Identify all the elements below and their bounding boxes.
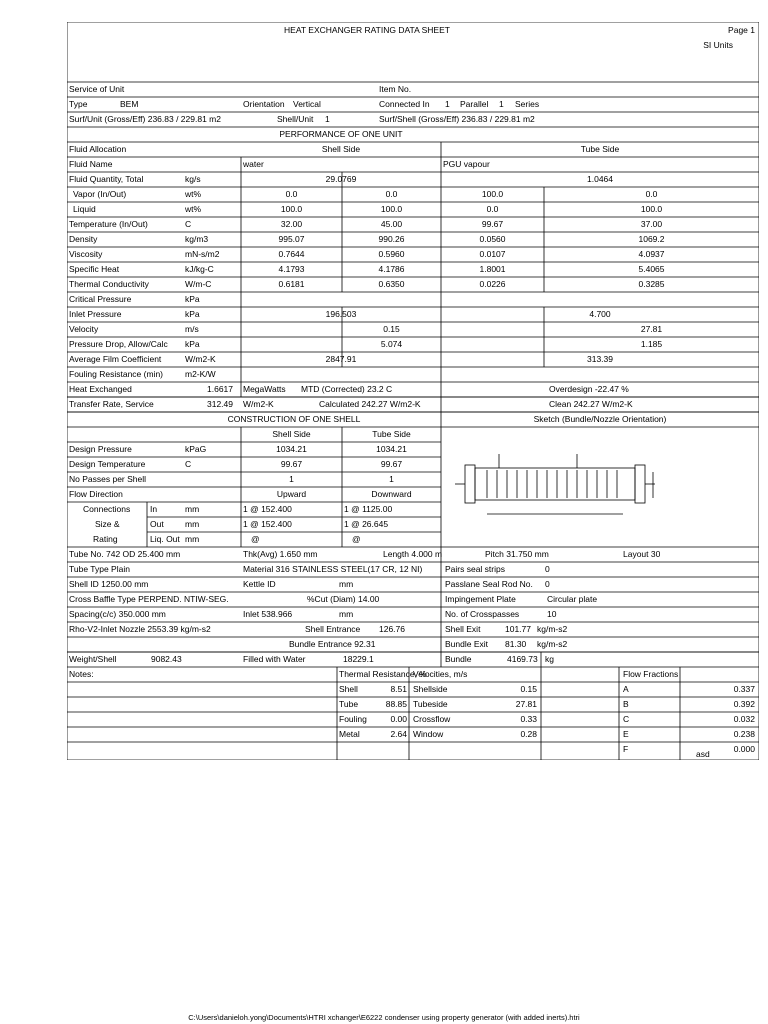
- frac-value: 0.337: [733, 684, 755, 694]
- liquid-tube-out: 100.0: [640, 204, 663, 214]
- bundle-entrance: Bundle Entrance 92.31: [289, 639, 376, 649]
- bundle-value: 4169.73: [507, 654, 538, 664]
- sketch-title: Sketch (Bundle/Nozzle Orientation): [533, 414, 667, 424]
- construction-title: CONSTRUCTION OF ONE SHELL: [227, 414, 361, 424]
- performance-title: PERFORMANCE OF ONE UNIT: [279, 129, 403, 139]
- data-sheet: [67, 22, 759, 760]
- liquid-unit: wt%: [185, 204, 202, 214]
- qty-unit: kg/s: [185, 174, 201, 184]
- type-value: BEM: [120, 99, 139, 109]
- transfer-unit: W/m2-K: [243, 399, 274, 409]
- foul-label: Fouling Resistance (min): [69, 369, 164, 379]
- impingement-value: Circular plate: [547, 594, 598, 604]
- crit-unit: kPa: [185, 294, 200, 304]
- passlane-label: Passlane Seal Rod No.: [445, 579, 533, 589]
- velocity-unit: m/s: [185, 324, 199, 334]
- k-unit: W/m-C: [185, 279, 212, 289]
- dp-label: Pressure Drop, Allow/Calc: [69, 339, 168, 349]
- inlet-unit: kPa: [185, 309, 200, 319]
- cp-tube-in: 1.8001: [479, 264, 506, 274]
- conn-liq-shell: @: [251, 534, 260, 544]
- page-number: Page 1: [728, 25, 755, 35]
- size-label: Size &: [95, 519, 120, 529]
- temp-shell-out: 45.00: [380, 219, 403, 229]
- baffle-cut: %Cut (Diam) 14.00: [307, 594, 380, 604]
- frac-label: A: [623, 684, 629, 694]
- frac-label: B: [623, 699, 629, 709]
- passes-label: No Passes per Shell: [69, 474, 147, 484]
- resist-label: Metal: [339, 729, 360, 739]
- vel-label: Crossflow: [413, 714, 451, 724]
- frac-title: Flow Fractions: [623, 669, 679, 679]
- density-shell-in: 995.07: [278, 234, 305, 244]
- type-label: Type: [69, 99, 88, 109]
- dp-shell: 5.074: [380, 339, 403, 349]
- tube-material: Material 316 STAINLESS STEEL(17 CR, 12 NI): [243, 564, 423, 574]
- surf-shell: Surf/Shell (Gross/Eff) 236.83 / 229.81 m2: [379, 114, 535, 124]
- cp-shell-out: 4.1786: [378, 264, 405, 274]
- k-label: Thermal Conductivity: [69, 279, 149, 289]
- tube-pitch: Pitch 31.750 mm: [485, 549, 549, 559]
- temp-unit: C: [185, 219, 192, 229]
- transfer-value: 312.49: [207, 399, 233, 409]
- temp-tube-in: 99.67: [481, 219, 504, 229]
- frac-label: F: [623, 744, 629, 754]
- filled-value: 18229.1: [343, 654, 374, 664]
- bundle-exit: Bundle Exit: [445, 639, 488, 649]
- shell-side-head: Shell Side: [321, 144, 361, 154]
- vel-label: Tubeside: [413, 699, 448, 709]
- qty-label: Fluid Quantity, Total: [69, 174, 144, 184]
- conn-out-tube: 1 @ 26.645: [344, 519, 389, 529]
- frac-value: 0.392: [733, 699, 755, 709]
- vel-title: Velocities, m/s: [413, 669, 468, 679]
- vapor-label: Vapor (In/Out): [73, 189, 127, 199]
- tube-no: Tube No. 742 OD 25.400 mm: [69, 549, 181, 559]
- notes-label: Notes:: [69, 669, 94, 679]
- k-shell-in: 0.6181: [278, 279, 305, 289]
- density-tube-out: 1069.2: [638, 234, 665, 244]
- conn-in-tube: 1 @ 1125.00: [344, 504, 393, 514]
- viscosity-tube-in: 0.0107: [479, 249, 506, 259]
- filled-label: Filled with Water: [243, 654, 306, 664]
- density-label: Density: [69, 234, 98, 244]
- cp-unit: kJ/kg-C: [185, 264, 214, 274]
- cp-shell-in: 4.1793: [278, 264, 305, 274]
- film-unit: W/m2-K: [185, 354, 216, 364]
- conn-label: Connections: [83, 504, 131, 514]
- c-shell-head: Shell Side: [272, 429, 311, 439]
- film-shell: 2847.91: [325, 354, 357, 364]
- mtd-value: MTD (Corrected) 23.2 C: [301, 384, 393, 394]
- bundle-exit-unit: kg/m-s2: [537, 639, 568, 649]
- resist-label: Tube: [339, 699, 359, 709]
- viscosity-shell-in: 0.7644: [278, 249, 305, 259]
- spacing: Spacing(c/c) 350.000 mm: [69, 609, 166, 619]
- design-p-shell: 1034.21: [276, 444, 307, 454]
- vapor-tube-in: 100.0: [481, 189, 504, 199]
- dp-tube: 1.185: [640, 339, 663, 349]
- frac-value: 0.000: [733, 744, 755, 754]
- frac-label: E: [623, 729, 629, 739]
- bundle-label: Bundle: [445, 654, 472, 664]
- connected-series: 1: [499, 99, 504, 109]
- rating-label: Rating: [93, 534, 118, 544]
- density-tube-in: 0.0560: [479, 234, 506, 244]
- vel-value: 0.33: [520, 714, 537, 724]
- dp-unit: kPa: [185, 339, 200, 349]
- velocity-label: Velocity: [69, 324, 99, 334]
- weight-label: Weight/Shell: [69, 654, 117, 664]
- qty-tube: 1.0464: [587, 174, 613, 184]
- vapor-shell-in: 0.0: [285, 189, 298, 199]
- impingement-label: Impingement Plate: [445, 594, 516, 604]
- fluid-name-label: Fluid Name: [69, 159, 113, 169]
- surf-unit: Surf/Unit (Gross/Eff) 236.83 / 229.81 m2: [69, 114, 221, 124]
- baffle-type: Cross Baffle Type PERPEND. NTIW-SEG.: [69, 594, 229, 604]
- k-shell-out: 0.6350: [378, 279, 405, 289]
- design-t-shell: 99.67: [280, 459, 303, 469]
- inlet-shell: 196.503: [325, 309, 357, 319]
- inlet-spacing: Inlet 538.966: [243, 609, 293, 619]
- viscosity-unit: mN-s/m2: [185, 249, 220, 259]
- inlet-spacing-unit: mm: [339, 609, 354, 619]
- qty-shell: 29.0769: [325, 174, 357, 184]
- parallel-label: Parallel: [460, 99, 489, 109]
- weight-value: 9082.43: [151, 654, 182, 664]
- shell-unit-value: 1: [325, 114, 330, 124]
- passes-tube: 1: [389, 474, 394, 484]
- vel-value: 27.81: [515, 699, 537, 709]
- temp-label: Temperature (In/Out): [69, 219, 148, 229]
- bundle-exit-value: 81.30: [505, 639, 527, 649]
- overdesign-value: Overdesign -22.47 %: [549, 384, 629, 394]
- temp-shell-in: 32.00: [280, 219, 303, 229]
- flow-tube: Downward: [371, 489, 412, 499]
- flow-shell: Upward: [276, 489, 307, 499]
- density-unit: kg/m3: [185, 234, 209, 244]
- vel-label: Shellside: [413, 684, 448, 694]
- frac-value: 0.238: [733, 729, 755, 739]
- density-shell-out: 990.26: [378, 234, 405, 244]
- pairs-value: 0: [545, 564, 550, 574]
- in-label: In: [150, 504, 158, 514]
- rho-label: Rho-V2-Inlet Nozzle 2553.39 kg/m-s2: [69, 624, 211, 634]
- tube-type: Tube Type Plain: [69, 564, 130, 574]
- tube-length: Length 4.000 m: [383, 549, 443, 559]
- shell-entrance: Shell Entrance: [305, 624, 361, 634]
- crosspass-value: 10: [547, 609, 557, 619]
- shell-exit-value: 101.77: [505, 624, 531, 634]
- connected-label: Connected In: [379, 99, 430, 109]
- resist-value: 0.00: [390, 714, 407, 724]
- cp-label: Specific Heat: [69, 264, 120, 274]
- resist-value: 88.85: [385, 699, 407, 709]
- bundle-unit: kg: [545, 654, 554, 664]
- crit-label: Critical Pressure: [69, 294, 132, 304]
- shell-entrance-value: 126.76: [379, 624, 405, 634]
- viscosity-tube-out: 4.0937: [638, 249, 665, 259]
- passlane-value: 0: [545, 579, 550, 589]
- liquid-label: Liquid: [73, 204, 96, 214]
- shell-id: Shell ID 1250.00 mm: [69, 579, 149, 589]
- vel-value: 0.15: [520, 684, 537, 694]
- c-tube-head: Tube Side: [372, 429, 411, 439]
- sheet-title: HEAT EXCHANGER RATING DATA SHEET: [284, 25, 450, 35]
- resist-label: Fouling: [339, 714, 367, 724]
- resist-value: 2.64: [390, 729, 407, 739]
- design-p-tube: 1034.21: [376, 444, 407, 454]
- liq-mm: mm: [185, 534, 200, 544]
- liquid-tube-in: 0.0: [486, 204, 499, 214]
- resist-title: Thermal Resistance, %: [339, 669, 427, 679]
- heat-unit: MegaWatts: [243, 384, 286, 394]
- vapor-tube-out: 0.0: [645, 189, 658, 199]
- tube-layout: Layout 30: [623, 549, 661, 559]
- thickness: Thk(Avg) 1.650 mm: [243, 549, 318, 559]
- kettle-label: Kettle ID: [243, 579, 276, 589]
- frac-label: C: [623, 714, 630, 724]
- frac-value: 0.032: [733, 714, 755, 724]
- vapor-unit: wt%: [185, 189, 202, 199]
- out-mm: mm: [185, 519, 200, 529]
- passes-shell: 1: [289, 474, 294, 484]
- stray-text: asd: [696, 749, 710, 759]
- heat-value: 1.6617: [207, 384, 233, 394]
- design-p-label: Design Pressure: [69, 444, 132, 454]
- film-label: Average Film Coefficient: [69, 354, 162, 364]
- design-p-unit: kPaG: [185, 444, 207, 454]
- calculated-value: Calculated 242.27 W/m2-K: [319, 399, 421, 409]
- temp-tube-out: 37.00: [640, 219, 663, 229]
- vel-value: 0.28: [520, 729, 537, 739]
- clean-value: Clean 242.27 W/m2-K: [549, 399, 633, 409]
- inlet-tube: 4.700: [589, 309, 611, 319]
- file-path-footer: C:\Users\danieloh.yong\Documents\HTRI xchanger\E6222 condenser using property generator (with added inerts).htri: [188, 1013, 580, 1022]
- orientation-value: Vertical: [293, 99, 321, 109]
- film-tube: 313.39: [587, 354, 613, 364]
- k-tube-in: 0.0226: [479, 279, 506, 289]
- resist-label: Shell: [339, 684, 358, 694]
- series-label: Series: [515, 99, 540, 109]
- conn-liq-tube: @: [352, 534, 361, 544]
- viscosity-label: Viscosity: [69, 249, 103, 259]
- item-label: Item No.: [379, 84, 412, 94]
- vapor-shell-out: 0.0: [385, 189, 398, 199]
- crosspass-label: No. of Crosspasses: [445, 609, 520, 619]
- design-t-tube: 99.67: [380, 459, 403, 469]
- k-tube-out: 0.3285: [638, 279, 665, 289]
- cp-tube-out: 5.4065: [638, 264, 665, 274]
- conn-in-shell: 1 @ 152.400: [243, 504, 292, 514]
- inlet-label: Inlet Pressure: [69, 309, 122, 319]
- design-t-unit: C: [185, 459, 192, 469]
- connected-parallel: 1: [445, 99, 450, 109]
- liquid-shell-in: 100.0: [280, 204, 303, 214]
- design-t-label: Design Temperature: [69, 459, 146, 469]
- flow-label: Flow Direction: [69, 489, 123, 499]
- kettle-unit: mm: [339, 579, 354, 589]
- shell-fluid: water: [243, 159, 264, 169]
- shell-exit: Shell Exit: [445, 624, 481, 634]
- liq-label: Liq. Out: [150, 534, 180, 544]
- out-label: Out: [150, 519, 164, 529]
- tube-fluid: PGU vapour: [443, 159, 490, 169]
- velocity-shell: 0.15: [383, 324, 400, 334]
- pairs-label: Pairs seal strips: [445, 564, 505, 574]
- liquid-shell-out: 100.0: [380, 204, 403, 214]
- viscosity-shell-out: 0.5960: [378, 249, 405, 259]
- resist-value: 8.51: [390, 684, 407, 694]
- velocity-tube: 27.81: [640, 324, 663, 334]
- shell-exit-unit: kg/m-s2: [537, 624, 568, 634]
- tube-side-head: Tube Side: [580, 144, 620, 154]
- heat-label: Heat Exchanged: [69, 384, 132, 394]
- conn-out-shell: 1 @ 152.400: [243, 519, 292, 529]
- vel-label: Window: [413, 729, 444, 739]
- units-label: SI Units: [703, 40, 733, 50]
- foul-unit: m2-K/W: [185, 369, 216, 379]
- shell-unit-label: Shell/Unit: [277, 114, 314, 124]
- orientation-label: Orientation: [243, 99, 285, 109]
- fluid-allocation: Fluid Allocation: [69, 144, 127, 154]
- service-label: Service of Unit: [69, 84, 125, 94]
- transfer-label: Transfer Rate, Service: [69, 399, 154, 409]
- in-mm: mm: [185, 504, 200, 514]
